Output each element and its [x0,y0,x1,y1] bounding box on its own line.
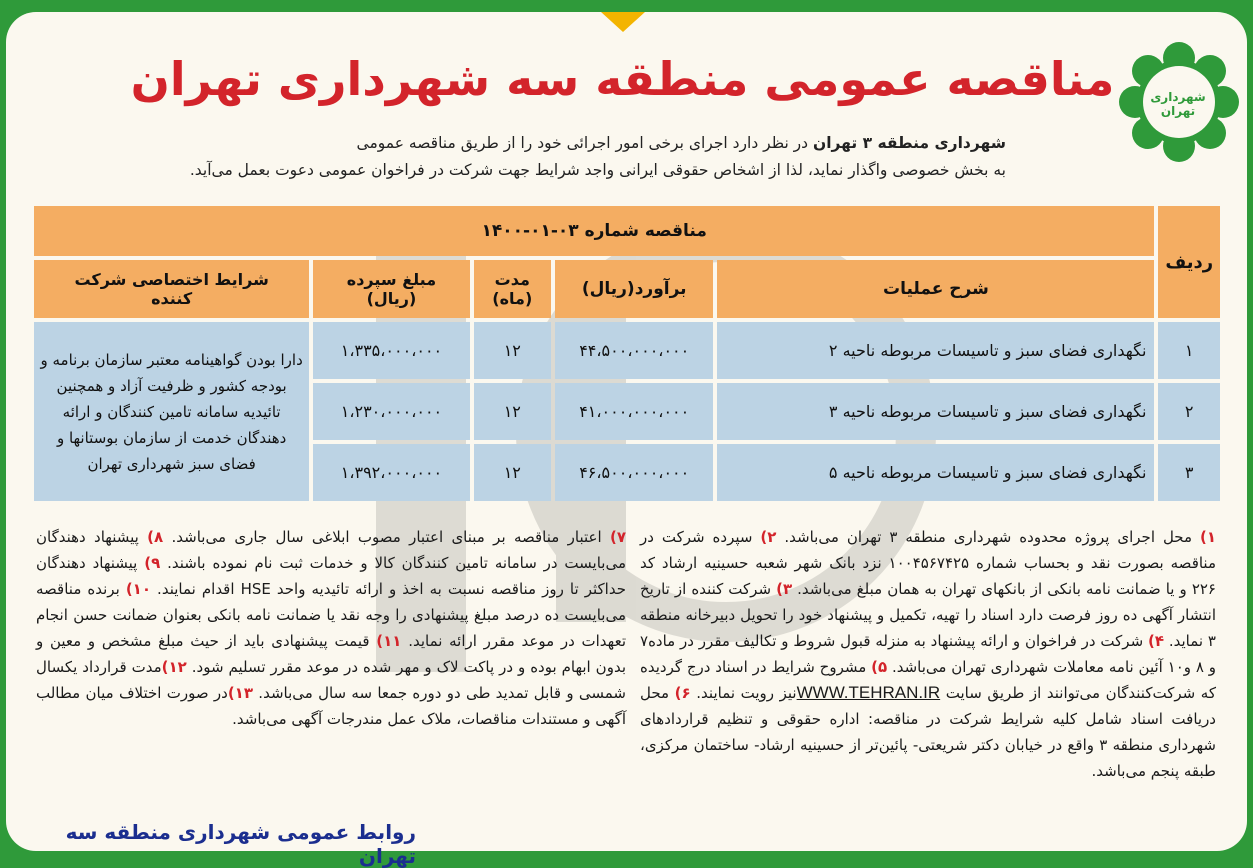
term-12-number: ۱۲) [161,658,187,676]
intro-line2: به بخش خصوصی واگذار نماید، لذا از اشخاص حقوقی ایرانی واجد شرایط جهت شرکت در فراخوان عمومی دعوت بعمل می‌آید. [189,161,1006,179]
header-duration: مدت (ماه) [474,260,551,318]
tender-number: مناقصه شماره ۰۳-۰۱-۱۴۰۰ [34,206,1154,256]
row-deposit: ۱،۳۳۵،۰۰۰،۰۰۰ [313,322,469,379]
term-6-number: ۶) [674,684,691,702]
table-row [34,322,1220,379]
row-deposit: ۱،۲۳۰،۰۰۰،۰۰۰ [313,383,469,440]
top-arrow-marker [601,12,645,32]
logo-text: شهرداری تهران [1150,90,1206,118]
term-13-text: در صورت اختلاف میان مطالب آگهی و مستندات مناقصات، ملاک عمل مندرجات آگهی می‌باشد. [36,684,626,728]
tender-table [30,202,1224,505]
term-2-text: سپرده شرکت در مناقصه بصورت نقد و بحساب شماره ۱۰۰۴۵۶۷۴۲۵ نزد بانک شهر شعبه حسینیه ارشاد کد ۲۲۶ و یا ضمانت نامه بانکی از بانکهای تهران به همان مبلغ می‌باشد. [640,528,1216,598]
row-estimate: ۴۶،۵۰۰،۰۰۰،۰۰۰ [555,444,714,501]
term-10-text: برنده مناقصه می‌بایست ده درصد مبلغ پیشنهادی را وجه نقد یا ضمانت نامه بانکی بعنوان ضمانت حسن انجام تعهدات در موعد مقرر ارائه نماید. [36,580,626,650]
intro-bold: شهرداری منطقه ۳ تهران [813,134,1006,152]
term-12-text: مدت قرارداد یکسال شمسی و قابل تمدید طی دو دوره جمعا سه سال می‌باشد. [36,658,627,702]
row-number: ۲ [1158,383,1220,440]
intro-paragraph [106,130,1006,184]
page-title: مناقصه عمومی منطقه سه شهرداری تهران [130,52,1115,106]
term-13-number: ۱۳) [227,684,253,702]
notice-page [6,12,1247,868]
term-1-number: ۱) [1199,528,1216,546]
header-deposit: مبلغ سپرده (ریال) [313,260,469,318]
term-10-number: ۱۰) [125,580,151,598]
term-3-text: شرکت کننده از تاریخ انتشار آگهی ده روز فرصت دارد اسناد را تهیه، تکمیل و پیشنهاد خود را تحویل دبیرخانه منطقه ۳ نماید. [640,580,1216,650]
special-conditions: دارا بودن گواهینامه معتبر سازمان برنامه و بودجه کشور و ظرفیت آزاد و همچنین تائیدیه سامانه تامین کنندگان و ارائه دهندگان خدمت از سازمان بوستانها و فضای سبز شهرداری تهران [34,322,309,501]
term-11-number: ۱۱) [376,632,402,650]
term-5-text: مشروح شرایط در اسناد درج گردیده که شرکت‌کنندگان می‌توانند از طریق سایت [640,658,1216,702]
term-9-number: ۹) [144,554,161,572]
row-duration: ۱۲ [474,383,551,440]
top-frame-bar [0,0,1253,12]
row-duration: ۱۲ [474,322,551,379]
row-description: نگهداری فضای سبز و تاسیسات مربوطه ناحیه ۳ [717,383,1154,440]
term-4-text: شرکت در فراخوان و ارائه پیشنهاد به منزله قبول شروط و تکالیف مقرر در ماده۷ و ۸ و۱۰ آئین نامه معاملات شهرداری تهران می‌باشد. [640,632,1216,676]
row-number: ۳ [1158,444,1220,501]
term-1-text: محل اجرای پروژه محدوده شهرداری منطقه ۳ تهران می‌باشد. [784,528,1200,546]
row-deposit: ۱،۳۹۲،۰۰۰،۰۰۰ [313,444,469,501]
footer-signature: روابط عمومی شهرداری منطقه سه تهران [65,820,416,868]
website-link[interactable]: WWW.TEHRAN.IR [796,683,941,702]
term-6-text: محل دریافت اسناد شامل کلیه شرایط شرکت در مناقصه: اداره حقوقی و تنظیم قراردادهای شهرداری منطقه ۳ واقع در خیابان دکتر شریعتی- پائین‌تر از حسینیه ارشاد- ساختمان مرکزی، طبقه پنجم می‌باشد. [640,684,1216,780]
row-duration: ۱۲ [474,444,551,501]
header-description: شرح عملیات [717,260,1154,318]
term-7-text: اعتبار مناقصه بر مبنای اعتبار مصوب ابلاغی سال جاری می‌باشد. [171,528,610,546]
row-description: نگهداری فضای سبز و تاسیسات مربوطه ناحیه ۲ [717,322,1154,379]
term-5-text-end: نیز رویت نمایند. [696,684,797,702]
header-conditions: شرایط اختصاصی شرکت کننده [34,260,309,318]
terms-column-right [640,524,1216,784]
term-3-number: ۳) [776,580,793,598]
header-row-number: ردیف [1158,206,1220,318]
intro-line1: در نظر دارد اجرای برخی امور اجرائی خود را از طریق مناقصه عمومی [356,134,813,152]
term-11-text: قیمت پیشنهادی باید از حیث مبلغ مشخص و معین و بدون ابهام بوده و در پاکت لاک و مهر شده در موعد مقرر تسلیم شود. [36,632,626,676]
terms-column-left [36,524,626,732]
row-estimate: ۴۴،۵۰۰،۰۰۰،۰۰۰ [555,322,714,379]
row-estimate: ۴۱،۰۰۰،۰۰۰،۰۰۰ [555,383,714,440]
term-2-number: ۲) [760,528,777,546]
term-9-text: پیشنهاد دهندگان حداکثر تا روز مناقصه نسبت به اخذ و ارائه تائیدیه واحد HSE اقدام نمایند. [36,554,626,598]
term-7-number: ۷) [609,528,626,546]
term-8-text: پیشنهاد دهندگان می‌بایست در سامانه تامین کنندگان کالا و خدمات ثبت نام نموده باشند. [36,528,626,572]
term-5-number: ۵) [871,658,888,676]
row-description: نگهداری فضای سبز و تاسیسات مربوطه ناحیه ۵ [717,444,1154,501]
term-8-number: ۸) [147,528,164,546]
term-4-number: ۴) [1147,632,1164,650]
header-estimate: برآورد(ریال) [555,260,714,318]
row-number: ۱ [1158,322,1220,379]
